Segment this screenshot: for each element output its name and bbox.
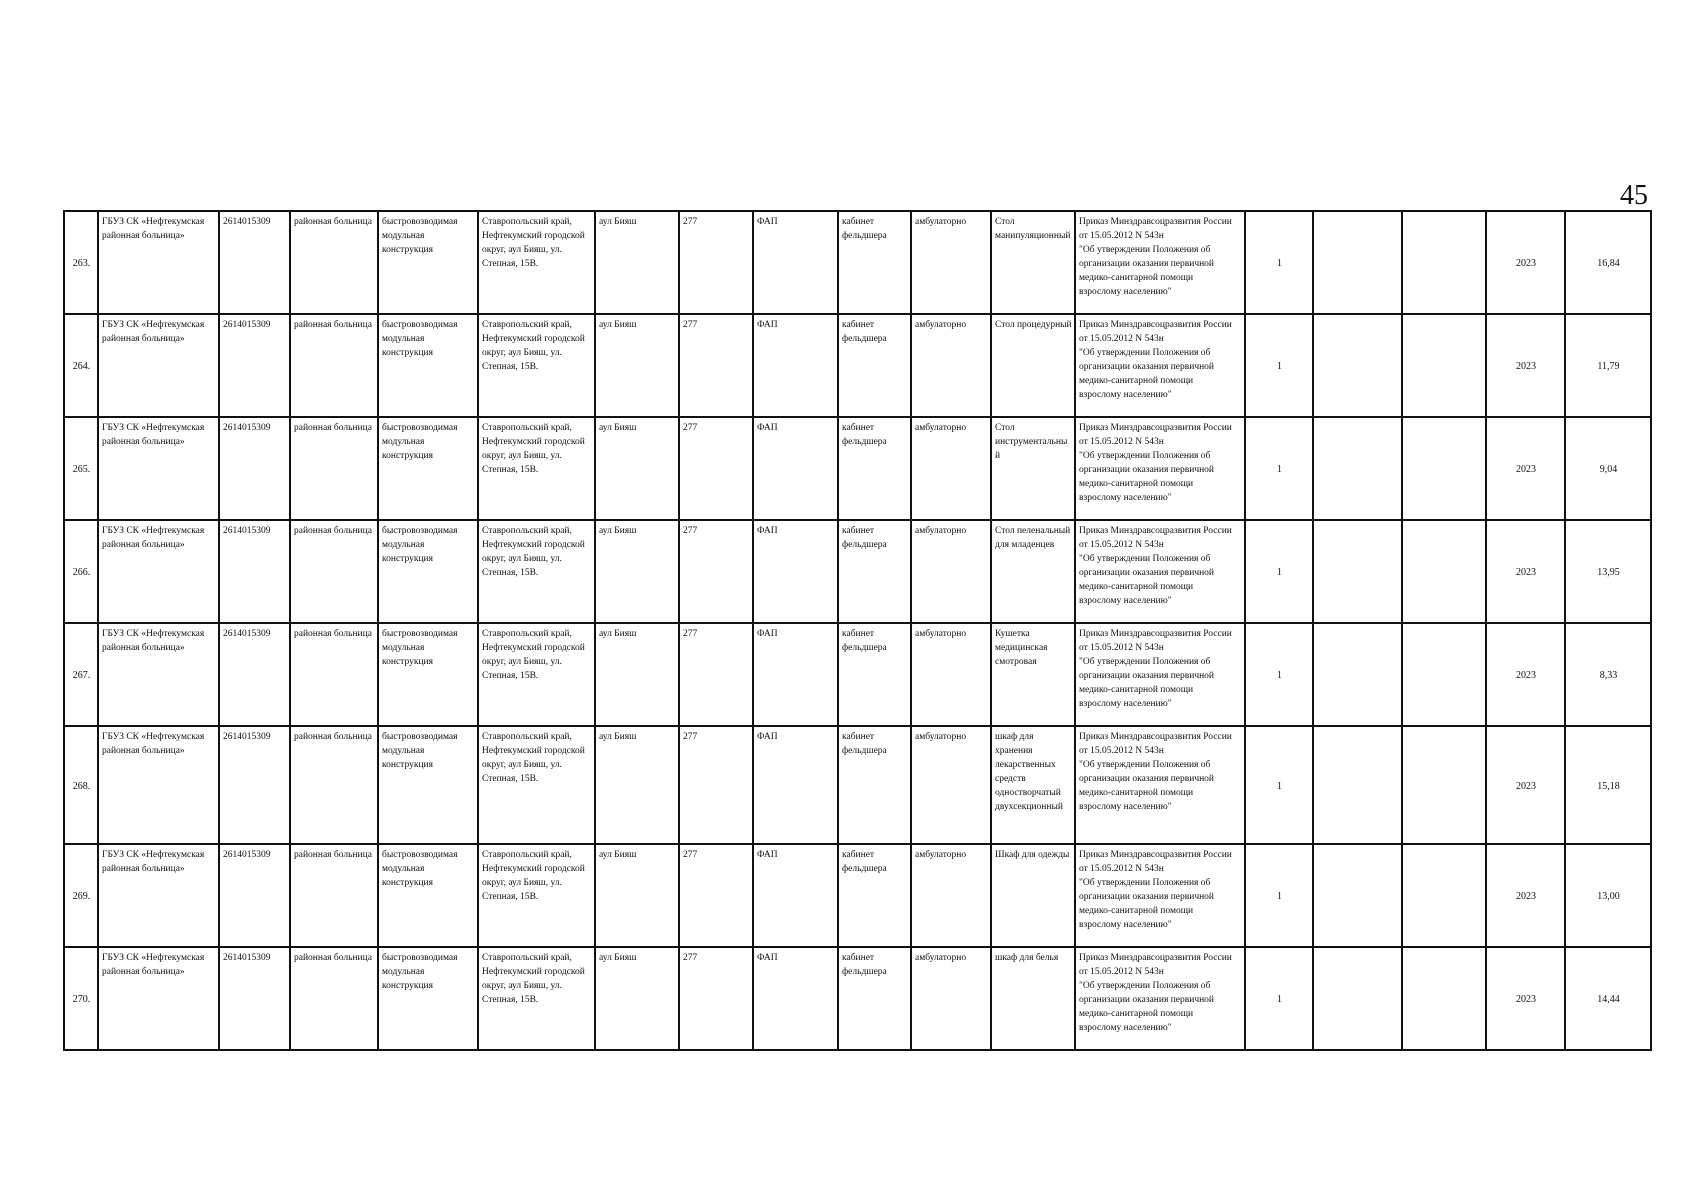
regulation-line: от 15.05.2012 N 543н [1079, 540, 1164, 550]
regulation-line: от 15.05.2012 N 543н [1079, 334, 1164, 344]
year-cell: 2023 [1486, 726, 1565, 844]
empty-cell [1402, 417, 1486, 520]
address-cell: Ставропольский край, Нефтекумский городской округ, аул Бияш, ул. Степная, 15В. [478, 520, 595, 623]
empty-cell [1313, 520, 1402, 623]
year-cell: 2023 [1486, 844, 1565, 947]
regulation-line: "Об утверждении Положения об [1079, 760, 1211, 770]
regulation-line: "Об утверждении Положения об [1079, 245, 1211, 255]
organization-cell: ГБУЗ СК «Нефтекумская районная больница» [98, 844, 219, 947]
building-type-cell: быстровозводимая модульная конструкция [378, 844, 478, 947]
empty-cell [1402, 314, 1486, 417]
room-cell: кабинет фельдшера [838, 947, 911, 1050]
regulation-line: медико-санитарной помощи [1079, 582, 1194, 592]
regulation-line: взрослому населению" [1079, 493, 1172, 503]
equipment-cell: Стол процедурный [991, 314, 1075, 417]
regulation-line: медико-санитарной помощи [1079, 788, 1194, 798]
quantity-cell: 1 [1245, 623, 1313, 726]
value-cell: 13,95 [1565, 520, 1651, 623]
empty-cell [1402, 520, 1486, 623]
building-type-cell: быстровозводимая модульная конструкция [378, 211, 478, 314]
empty-cell [1402, 211, 1486, 314]
building-type-cell: быстровозводимая модульная конструкция [378, 520, 478, 623]
equipment-cell: Шкаф для одежды [991, 844, 1075, 947]
regulation-cell [1075, 726, 1245, 844]
care-mode-cell: амбулаторно [911, 520, 991, 623]
regulation-line: "Об утверждении Положения об [1079, 878, 1211, 888]
table-row [64, 726, 1651, 844]
empty-cell [1313, 314, 1402, 417]
equipment-table [63, 210, 1652, 1051]
room-cell: кабинет фельдшера [838, 520, 911, 623]
regulation-cell [1075, 314, 1245, 417]
year-cell: 2023 [1486, 314, 1565, 417]
regulation-line: Приказ Минздравсоцразвития России [1079, 320, 1232, 330]
address-cell: Ставропольский край, Нефтекумский городской округ, аул Бияш, ул. Степная, 15В. [478, 947, 595, 1050]
population-cell: 277 [679, 726, 753, 844]
locality-cell: аул Бияш [595, 623, 679, 726]
organization-cell: ГБУЗ СК «Нефтекумская районная больница» [98, 520, 219, 623]
room-cell: кабинет фельдшера [838, 623, 911, 726]
inn-cell: 2614015309 [219, 844, 290, 947]
care-mode-cell: амбулаторно [911, 417, 991, 520]
empty-cell [1313, 417, 1402, 520]
empty-cell [1313, 211, 1402, 314]
equipment-cell: Кушетка медицинская смотровая [991, 623, 1075, 726]
year-cell: 2023 [1486, 623, 1565, 726]
organization-cell: ГБУЗ СК «Нефтекумская районная больница» [98, 314, 219, 417]
regulation-line: "Об утверждении Положения об [1079, 554, 1211, 564]
unit-cell: ФАП [753, 417, 838, 520]
value-cell: 14,44 [1565, 947, 1651, 1050]
building-type-cell: быстровозводимая модульная конструкция [378, 623, 478, 726]
facility-type-cell: районная больница [290, 623, 378, 726]
address-cell: Ставропольский край, Нефтекумский городской округ, аул Бияш, ул. Степная, 15В. [478, 314, 595, 417]
organization-cell: ГБУЗ СК «Нефтекумская районная больница» [98, 947, 219, 1050]
empty-cell [1402, 947, 1486, 1050]
building-type-cell: быстровозводимая модульная конструкция [378, 947, 478, 1050]
room-cell: кабинет фельдшера [838, 844, 911, 947]
value-cell: 9,04 [1565, 417, 1651, 520]
empty-cell [1402, 726, 1486, 844]
room-cell: кабинет фельдшера [838, 726, 911, 844]
population-cell: 277 [679, 844, 753, 947]
population-cell: 277 [679, 211, 753, 314]
unit-cell: ФАП [753, 623, 838, 726]
population-cell: 277 [679, 520, 753, 623]
unit-cell: ФАП [753, 947, 838, 1050]
regulation-line: организации оказания первичной [1079, 568, 1215, 578]
facility-type-cell: районная больница [290, 947, 378, 1050]
regulation-line: Приказ Минздравсоцразвития России [1079, 953, 1232, 963]
quantity-cell: 1 [1245, 520, 1313, 623]
regulation-line: взрослому населению" [1079, 390, 1172, 400]
regulation-cell [1075, 211, 1245, 314]
row-number-cell: 270. [64, 947, 98, 1050]
regulation-line: от 15.05.2012 N 543н [1079, 746, 1164, 756]
regulation-line: взрослому населению" [1079, 699, 1172, 709]
locality-cell: аул Бияш [595, 520, 679, 623]
year-cell: 2023 [1486, 947, 1565, 1050]
regulation-line: Приказ Минздравсоцразвития России [1079, 732, 1232, 742]
locality-cell: аул Бияш [595, 314, 679, 417]
regulation-line: медико-санитарной помощи [1079, 1009, 1194, 1019]
population-cell: 277 [679, 314, 753, 417]
facility-type-cell: районная больница [290, 844, 378, 947]
building-type-cell: быстровозводимая модульная конструкция [378, 417, 478, 520]
unit-cell: ФАП [753, 844, 838, 947]
facility-type-cell: районная больница [290, 211, 378, 314]
organization-cell: ГБУЗ СК «Нефтекумская районная больница» [98, 417, 219, 520]
regulation-line: организации оказания первичной [1079, 671, 1215, 681]
empty-cell [1313, 623, 1402, 726]
table-row [64, 947, 1651, 1050]
quantity-cell: 1 [1245, 844, 1313, 947]
regulation-line: медико-санитарной помощи [1079, 685, 1194, 695]
equipment-cell: шкаф для белья [991, 947, 1075, 1050]
equipment-cell: Стол инструментальный [991, 417, 1075, 520]
locality-cell: аул Бияш [595, 844, 679, 947]
organization-cell: ГБУЗ СК «Нефтекумская районная больница» [98, 211, 219, 314]
equipment-cell: шкаф для хранения лекарственных средств одностворчатый двухсекционный [991, 726, 1075, 844]
building-type-cell: быстровозводимая модульная конструкция [378, 726, 478, 844]
regulation-line: от 15.05.2012 N 543н [1079, 864, 1164, 874]
regulation-line: от 15.05.2012 N 543н [1079, 967, 1164, 977]
regulation-line: организации оказания первичной [1079, 892, 1215, 902]
row-number-cell: 264. [64, 314, 98, 417]
value-cell: 13,00 [1565, 844, 1651, 947]
facility-type-cell: районная больница [290, 314, 378, 417]
unit-cell: ФАП [753, 726, 838, 844]
regulation-line: медико-санитарной помощи [1079, 479, 1194, 489]
regulation-line: "Об утверждении Положения об [1079, 451, 1211, 461]
year-cell: 2023 [1486, 211, 1565, 314]
inn-cell: 2614015309 [219, 947, 290, 1050]
regulation-line: от 15.05.2012 N 543н [1079, 437, 1164, 447]
facility-type-cell: районная больница [290, 726, 378, 844]
year-cell: 2023 [1486, 520, 1565, 623]
care-mode-cell: амбулаторно [911, 211, 991, 314]
care-mode-cell: амбулаторно [911, 314, 991, 417]
address-cell: Ставропольский край, Нефтекумский городской округ, аул Бияш, ул. Степная, 15В. [478, 211, 595, 314]
page-number: 45 [1620, 180, 1648, 211]
equipment-cell: Стол пеленальный для младенцев [991, 520, 1075, 623]
regulation-line: взрослому населению" [1079, 802, 1172, 812]
row-number-cell: 266. [64, 520, 98, 623]
locality-cell: аул Бияш [595, 211, 679, 314]
inn-cell: 2614015309 [219, 211, 290, 314]
quantity-cell: 1 [1245, 314, 1313, 417]
table-row [64, 211, 1651, 314]
empty-cell [1313, 844, 1402, 947]
quantity-cell: 1 [1245, 211, 1313, 314]
unit-cell: ФАП [753, 520, 838, 623]
room-cell: кабинет фельдшера [838, 314, 911, 417]
regulation-cell [1075, 417, 1245, 520]
regulation-line: взрослому населению" [1079, 287, 1172, 297]
locality-cell: аул Бияш [595, 947, 679, 1050]
value-cell: 15,18 [1565, 726, 1651, 844]
care-mode-cell: амбулаторно [911, 947, 991, 1050]
regulation-line: организации оказания первичной [1079, 259, 1215, 269]
quantity-cell: 1 [1245, 947, 1313, 1050]
inn-cell: 2614015309 [219, 314, 290, 417]
regulation-line: Приказ Минздравсоцразвития России [1079, 526, 1232, 536]
unit-cell: ФАП [753, 314, 838, 417]
table-row [64, 623, 1651, 726]
regulation-cell [1075, 947, 1245, 1050]
regulation-line: Приказ Минздравсоцразвития России [1079, 423, 1232, 433]
regulation-line: организации оказания первичной [1079, 774, 1215, 784]
empty-cell [1313, 947, 1402, 1050]
regulation-line: медико-санитарной помощи [1079, 906, 1194, 916]
table-row [64, 314, 1651, 417]
regulation-line: Приказ Минздравсоцразвития России [1079, 629, 1232, 639]
address-cell: Ставропольский край, Нефтекумский городской округ, аул Бияш, ул. Степная, 15В. [478, 417, 595, 520]
regulation-line: медико-санитарной помощи [1079, 376, 1194, 386]
quantity-cell: 1 [1245, 417, 1313, 520]
building-type-cell: быстровозводимая модульная конструкция [378, 314, 478, 417]
regulation-line: медико-санитарной помощи [1079, 273, 1194, 283]
room-cell: кабинет фельдшера [838, 211, 911, 314]
care-mode-cell: амбулаторно [911, 726, 991, 844]
inn-cell: 2614015309 [219, 726, 290, 844]
equipment-cell: Стол манипуляционный [991, 211, 1075, 314]
row-number-cell: 265. [64, 417, 98, 520]
locality-cell: аул Бияш [595, 726, 679, 844]
regulation-line: Приказ Минздравсоцразвития России [1079, 217, 1232, 227]
organization-cell: ГБУЗ СК «Нефтекумская районная больница» [98, 623, 219, 726]
population-cell: 277 [679, 947, 753, 1050]
regulation-line: Приказ Минздравсоцразвития России [1079, 850, 1232, 860]
table-row [64, 417, 1651, 520]
row-number-cell: 269. [64, 844, 98, 947]
care-mode-cell: амбулаторно [911, 623, 991, 726]
facility-type-cell: районная больница [290, 417, 378, 520]
care-mode-cell: амбулаторно [911, 844, 991, 947]
unit-cell: ФАП [753, 211, 838, 314]
population-cell: 277 [679, 417, 753, 520]
value-cell: 8,33 [1565, 623, 1651, 726]
regulation-line: "Об утверждении Положения об [1079, 657, 1211, 667]
row-number-cell: 267. [64, 623, 98, 726]
room-cell: кабинет фельдшера [838, 417, 911, 520]
regulation-line: взрослому населению" [1079, 920, 1172, 930]
row-number-cell: 263. [64, 211, 98, 314]
regulation-line: от 15.05.2012 N 543н [1079, 231, 1164, 241]
address-cell: Ставропольский край, Нефтекумский городской округ, аул Бияш, ул. Степная, 15В. [478, 726, 595, 844]
regulation-line: "Об утверждении Положения об [1079, 348, 1211, 358]
inn-cell: 2614015309 [219, 623, 290, 726]
table-row [64, 520, 1651, 623]
table-row [64, 844, 1651, 947]
regulation-line: взрослому населению" [1079, 596, 1172, 606]
address-cell: Ставропольский край, Нефтекумский городской округ, аул Бияш, ул. Степная, 15В. [478, 844, 595, 947]
quantity-cell: 1 [1245, 726, 1313, 844]
row-number-cell: 268. [64, 726, 98, 844]
regulation-line: "Об утверждении Положения об [1079, 981, 1211, 991]
empty-cell [1402, 844, 1486, 947]
regulation-line: от 15.05.2012 N 543н [1079, 643, 1164, 653]
table-body [64, 211, 1651, 1050]
population-cell: 277 [679, 623, 753, 726]
value-cell: 11,79 [1565, 314, 1651, 417]
regulation-line: организации оказания первичной [1079, 995, 1215, 1005]
regulation-cell [1075, 520, 1245, 623]
regulation-line: взрослому населению" [1079, 1023, 1172, 1033]
organization-cell: ГБУЗ СК «Нефтекумская районная больница» [98, 726, 219, 844]
regulation-cell [1075, 623, 1245, 726]
regulation-line: организации оказания первичной [1079, 362, 1215, 372]
empty-cell [1402, 623, 1486, 726]
facility-type-cell: районная больница [290, 520, 378, 623]
value-cell: 16,84 [1565, 211, 1651, 314]
inn-cell: 2614015309 [219, 520, 290, 623]
empty-cell [1313, 726, 1402, 844]
inn-cell: 2614015309 [219, 417, 290, 520]
regulation-line: организации оказания первичной [1079, 465, 1215, 475]
year-cell: 2023 [1486, 417, 1565, 520]
locality-cell: аул Бияш [595, 417, 679, 520]
regulation-cell [1075, 844, 1245, 947]
address-cell: Ставропольский край, Нефтекумский городской округ, аул Бияш, ул. Степная, 15В. [478, 623, 595, 726]
